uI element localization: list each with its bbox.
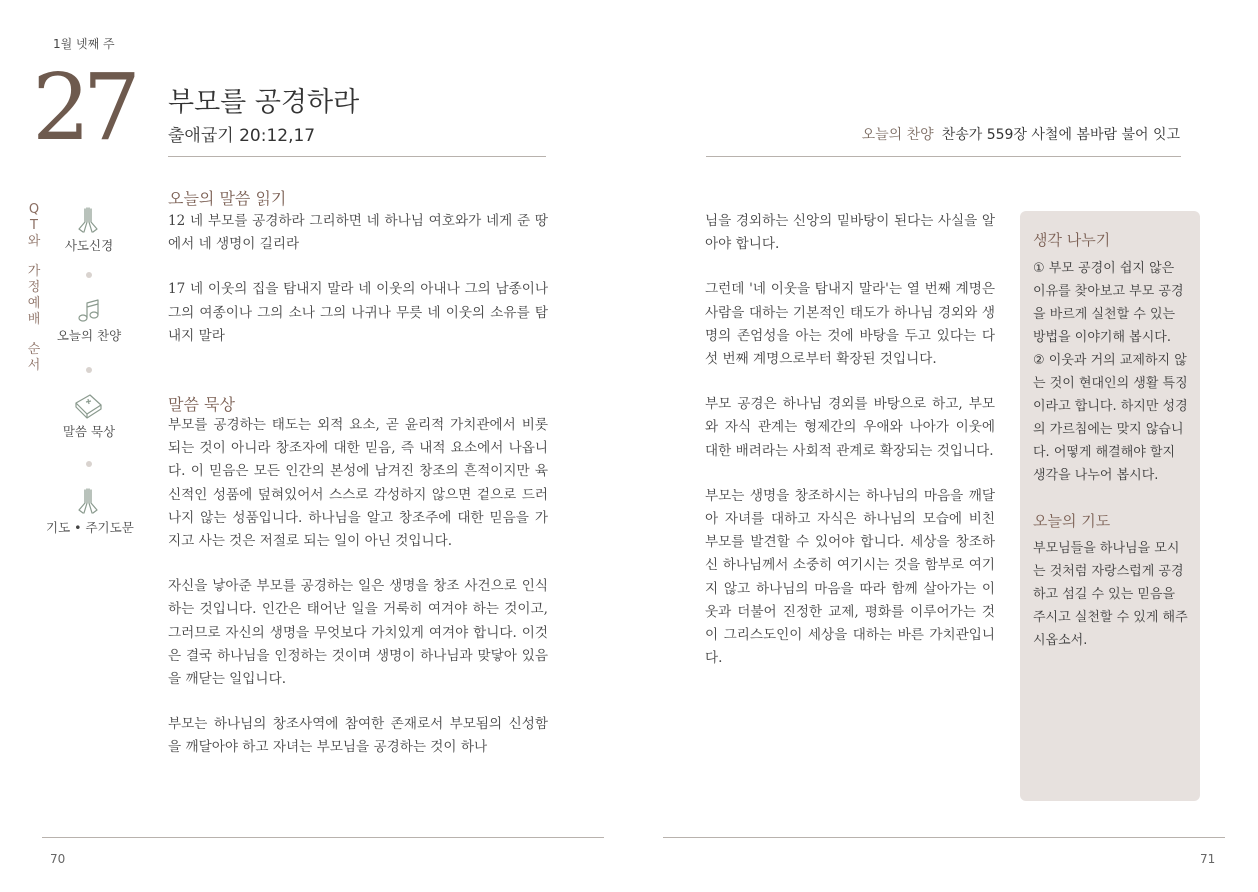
footer-divider-right [663,837,1225,838]
nav-apostles-creed[interactable]: 사도신경 [64,238,114,253]
title-divider-right [706,156,1181,157]
prayer-text: 부모님들을 하나님을 모시는 것처럼 자랑스럽게 공경하고 섬길 수 있는 믿음을 주시고 실천할 수 있게 해주시옵소서. [1033,541,1188,648]
verse-12: 12 네 부모를 공경하라 그리하면 네 하나님 여호와가 네게 준 땅에서 네 생명이 길리라 [168,213,548,253]
meditation-body-right [705,210,995,692]
music-note-icon [72,295,104,327]
week-label: 1월 넷째 주 [53,37,115,51]
hymn-text: 찬송가 559장 사철에 봄바람 불어 잇고 [941,127,1180,143]
vertical-section-title: Q T 와 가 정 예 배 순 서 [27,202,41,373]
bible-icon [72,391,104,423]
page-number-right: 71 [1200,852,1216,866]
todays-hymn [862,124,1180,144]
scripture-reference: 출애굽기 20:12,17 [168,126,316,146]
paragraph: 그런데 '네 이웃을 탐내지 말라'는 열 번째 계명은 사람을 대하는 기본적인 태도가 하나님 경외와 생명의 존엄성을 아는 것에 바탕을 두고 있다는 다섯 번째 계명으로부터 확장된 것입니다. [705,281,995,368]
reading-heading: 오늘의 말씀 읽기 [168,189,287,208]
nav-word-meditation[interactable]: 말씀 묵상 [62,424,116,439]
praying-hands-icon [72,485,104,517]
paragraph: 부모는 생명을 창조하시는 하나님의 마음을 깨달아 자녀를 대하고 자식은 하나님의 모습에 비친 부모를 발견할 수 있어야 합니다. 세상을 창조하신 하나님께서 소중히 여기시는 것을 함부로 여기지 않고 하나님의 마음을 따라 함께 살아가는 이웃과 더불어 진정한 교제, 평화를 이루어가는 것이 그리스도인이 세상을 대하는 바른 가치관입니다. [705,487,995,667]
page-title: 부모를 공경하라 [168,87,360,118]
nav-separator-dot [86,272,92,278]
page-number-left: 70 [50,852,66,866]
discussion-prayer-box [1020,211,1200,801]
nav-separator-dot [86,461,92,467]
paragraph: 부모를 공경하는 태도는 외적 요소, 곧 윤리적 가치관에서 비롯되는 것이 아니라 창조자에 대한 믿음, 즉 내적 요소에서 나옵니다. 이 믿음은 모든 인간의 본성에 남겨진 창조의 흔적이지만 육신적인 성품에 덮혀있어서 스스로 각성하지 않으면 겉으로 드러나지 않는 성품입니다. 하나님을 알고 창조주에 대한 믿음을 가지고 사는 것은 저절로 되는 일이 아닌 것입니다. [168,417,548,550]
paragraph: 부모는 하나님의 창조사역에 참여한 존재로서 부모됨의 신성함을 깨달아야 하고 자녀는 부모님을 공경하는 것이 하나 [168,716,548,756]
verse-17: 17 네 이웃의 집을 탐내지 말라 네 이웃의 아내나 그의 남종이나 그의 여종이나 그의 소나 그의 나귀나 무릇 네 이웃의 소유를 탐내지 말라 [168,281,548,344]
nav-separator-dot [86,367,92,373]
reading-verses [168,210,548,370]
prayer-heading: 오늘의 기도 [1033,512,1111,530]
praying-hands-icon [72,204,104,236]
nav-prayer-lords-prayer[interactable]: 기도 • 주기도문 [46,520,134,535]
paragraph: 자신을 낳아준 부모를 공경하는 일은 생명을 창조 사건으로 인식하는 것입니다. 인간은 태어난 일을 거룩히 여겨야 하는 것이고, 그러므로 자신의 생명을 무엇보다 가치있게 여겨야 합니다. 이것은 결국 하나님을 인정하는 것이며 생명이 하나님과 맞닿아 있음을 깨닫는 일입니다. [168,578,548,688]
footer-divider-left [42,837,604,838]
meditation-heading: 말씀 묵상 [168,395,235,414]
day-number: 27 [32,54,134,161]
share-heading: 생각 나누기 [1033,231,1111,249]
hymn-label: 오늘의 찬양 [861,127,934,143]
meditation-body-left [168,414,548,782]
paragraph: 님을 경외하는 신앙의 밑바탕이 된다는 사실을 알아야 합니다. [705,213,995,253]
title-divider-left [168,156,546,157]
nav-todays-hymn[interactable]: 오늘의 찬양 [56,328,122,343]
paragraph: 부모 공경은 하나님 경외를 바탕으로 하고, 부모와 자식 관계는 형제간의 우애와 나아가 이웃에 대한 배려라는 사회적 관계로 확장되는 것입니다. [705,396,995,459]
share-text: ① 부모 공경이 쉽지 않은 이유를 찾아보고 부모 공경을 바르게 실천할 수 있는 방법을 이야기해 봅시다. ② 이웃과 거의 교제하지 않는 것이 현대인의 생활 특징이라고 합니다. 하지만 성경의 가르침에는 맞지 않습니다. 어떻게 해결해야 할지 생각을 나누어 봅시다. [1033,261,1188,483]
